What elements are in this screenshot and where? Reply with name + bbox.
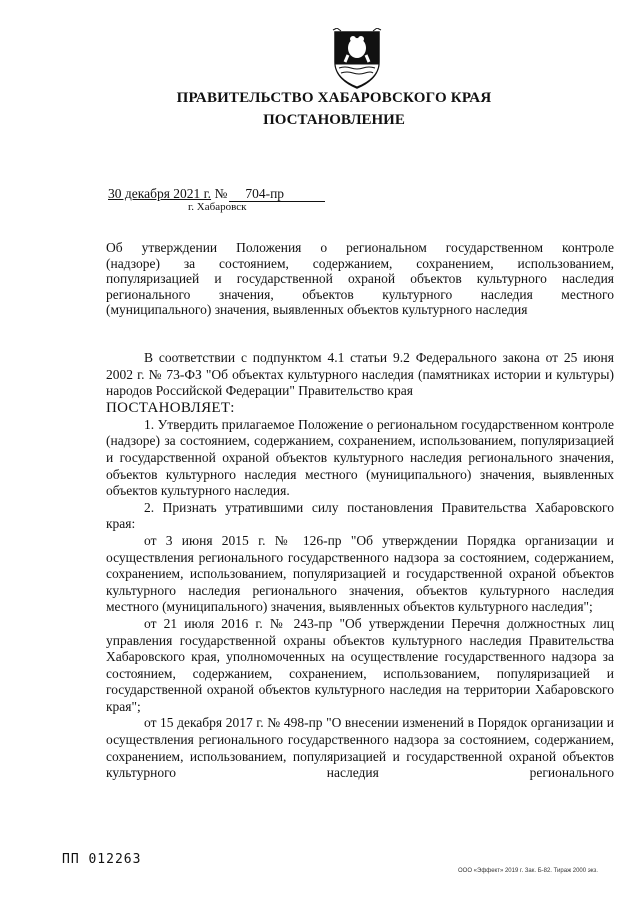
resolves-heading: ПОСТАНОВЛЯЕТ:: [106, 399, 235, 416]
item-2-paragraph: 2. Признать утратившими силу постановления Правительства Хабаровского края:: [106, 499, 614, 532]
document-date: 30 декабря 2021 г.: [108, 186, 212, 201]
item-1-paragraph: 1. Утвердить прилагаемое Положение о региональном государственном контроле (надзоре) за состоянием, содержанием, сохранением, использованием, популяризацией и государственной охраной объектов культурного наследия регионального значения, объектов культурного наследия местного (муниципального) значения, выявленных объектов культурного наследия.: [106, 416, 614, 499]
document-subject: [106, 240, 614, 318]
government-title: ПРАВИТЕЛЬСТВО ХАБАРОВСКОГО КРАЯ: [176, 90, 492, 106]
repealed-act-1: от 3 июня 2015 г. № 126-пр "Об утверждении Порядка организации и осуществления регионального государственного надзора за состоянием, содержанием, сохранением, использованием, популяризацией и государственной охраной объектов культурного наследия регионального значения, объектов культурного наследия местного (муниципального) значения, выявленных объектов культурного наследия";: [106, 532, 614, 615]
subject-line: Об утверждении Положения о региональном государственном контроле: [106, 240, 614, 255]
preamble-paragraph: В соответствии с подпунктом 4.1 статьи 9.2 Федерального закона от 25 июня 2002 г. № 73-ФЗ "Об объектах культурного наследия (памятниках истории и культуры) народов Российской Федерации" Правительство края: [106, 350, 614, 399]
document-city: г. Хабаровск: [188, 201, 247, 213]
subject-line: (надзоре) за состоянием, содержанием, сохранением, использованием,: [106, 255, 614, 271]
form-serial-number: ПП 012263: [62, 852, 142, 867]
subject-line: популяризацией и государственной охраной объектов культурного наследия: [106, 271, 614, 287]
document-type: ПОСТАНОВЛЕНИЕ: [263, 112, 405, 128]
repealed-act-2: от 21 июля 2016 г. № 243-пр "Об утверждении Перечня должностных лиц управления государственной охраны объектов культурного наследия Правительства Хабаровского края, уполномоченных на осуществление государственного надзора за состоянием, содержанием, сохранением, использованием, популяризацией и государственной охраной объектов культурного наследия на территории Хабаровского края";: [106, 615, 614, 714]
subject-line: регионального значения, объектов культурного наследия местного: [106, 286, 614, 302]
repealed-act-3: от 15 декабря 2017 г. № 498-пр "О внесении изменений в Порядок организации и осуществления регионального государственного надзора за состоянием, содержанием, сохранением, использованием, популяризацией и государственной охраной объектов культурного наследия регионального: [106, 715, 614, 781]
printer-note: ООО «Эффект» 2019 г. Зак. Б-82. Тираж 2000 экз.: [458, 868, 598, 874]
document-body: [106, 350, 614, 782]
number-sign: №: [214, 186, 228, 201]
document-number: 704-пр: [229, 187, 325, 202]
coat-of-arms-icon: [331, 28, 383, 90]
subject-line: (муниципального) значения, выявленных объектов культурного наследия: [106, 302, 528, 318]
document-date-number: [108, 186, 325, 202]
